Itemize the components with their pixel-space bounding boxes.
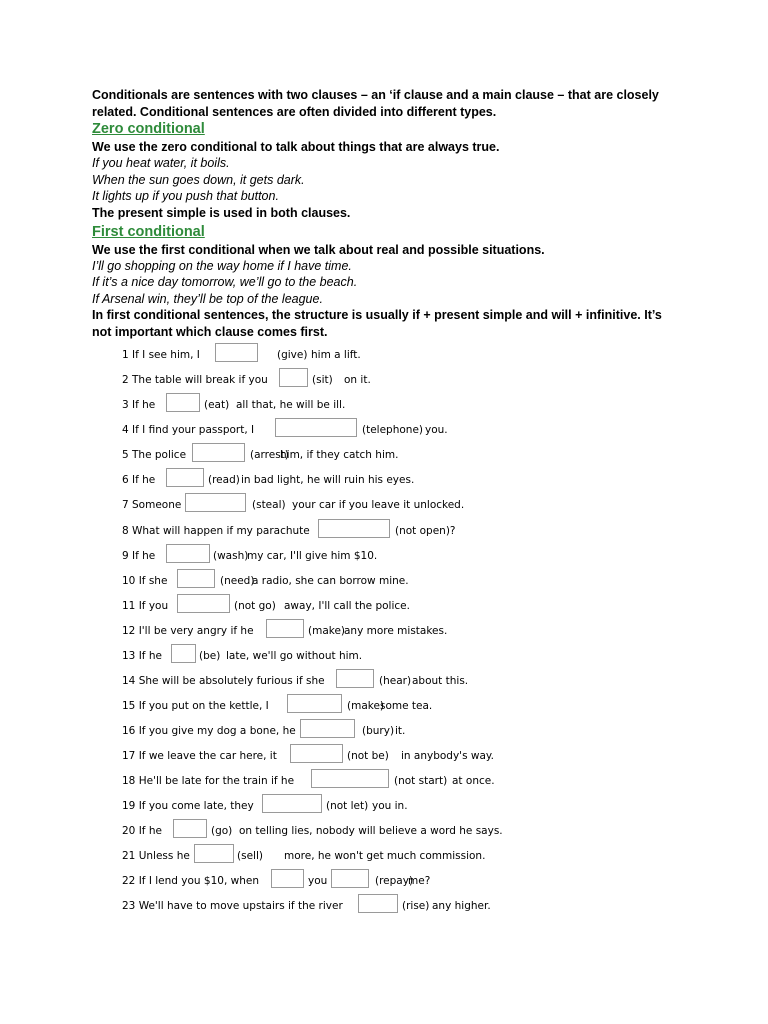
answer-input[interactable] [171,644,196,663]
answer-input[interactable] [300,719,355,738]
verb-hint: (not open)? [395,525,456,537]
exercise-item [122,392,722,412]
verb-hint: (not let) [326,800,369,812]
verb-hint: (make) [347,700,385,712]
answer-input[interactable] [287,694,342,713]
exercise-item [122,893,722,913]
zero-structure-text: The present simple is used in both clauses. [92,206,351,220]
first-use-bold: We use the first conditional [92,243,255,257]
verb-hint: (wash) [213,550,249,562]
answer-input[interactable] [318,519,390,538]
answer-input-2[interactable] [331,869,369,888]
exercise-continuation: some tea. [380,700,433,712]
zero-conditional-heading: Zero conditional [92,121,205,137]
exercise-prompt: 2 The table will break if you [122,374,268,386]
exercise-prompt: 7 Someone [122,499,182,511]
exercise-prompt: 13 If he [122,650,162,662]
exercise-continuation: him, if they catch him. [280,449,399,461]
answer-input[interactable] [275,418,357,437]
exercise-prompt: 11 If you [122,600,169,612]
exercise-continuation: me? [408,875,431,887]
exercise-prompt: 18 He'll be late for the train if he [122,775,295,787]
exercise-continuation: on it. [344,374,371,386]
verb-hint: (steal) [252,499,286,511]
verb-hint: (telephone) [362,424,424,436]
exercise-continuation: more, he won't get much commission. [284,850,486,862]
exercise-item [122,518,722,538]
answer-input[interactable] [177,569,215,588]
zero-use-text: We use the zero conditional to talk about things that are always true. [92,140,500,154]
exercise-continuation: any more mistakes. [344,625,448,637]
exercise-prompt: 16 If you give my dog a bone, he [122,725,296,737]
first-conditional-heading: First conditional [92,224,205,240]
exercise-item [122,492,722,512]
exercise-continuation: on telling lies, nobody will believe a word he says. [239,825,503,837]
first-example-1: I’ll go shopping on the way home if I have time. [92,259,352,273]
exercise-prompt: 22 If I lend you $10, when [122,875,260,887]
exercise-item [122,618,722,638]
exercise-continuation: away, I'll call the police. [284,600,410,612]
exercise-continuation: at once. [452,775,495,787]
exercise-item [122,868,722,888]
exercise-prompt: 3 If he [122,399,156,411]
exercise-continuation: any higher. [432,900,491,912]
exercise-continuation: in anybody's way. [401,750,494,762]
exercise-prompt: 17 If we leave the car here, it [122,750,277,762]
intro-paragraph: Conditionals are sentences with two clauses – an ‘if clause and a main clause – that are closely related. Conditional sentences are often divided into different types. [92,88,659,119]
answer-input[interactable] [185,493,246,512]
exercise-prompt: 6 If he [122,474,156,486]
verb-hint: (hear) [379,675,412,687]
exercise-prompt: 21 Unless he [122,850,190,862]
answer-input[interactable] [166,393,200,412]
answer-input[interactable] [262,794,322,813]
exercise-continuation: late, we'll go without him. [226,650,363,662]
zero-example-2: When the sun goes down, it gets dark. [92,173,305,187]
exercise-continuation: my car, I'll give him $10. [247,550,378,562]
exercise-continuation: him a lift. [311,349,361,361]
answer-input[interactable] [215,343,258,362]
exercise-prompt: 4 If I find your passport, I [122,424,255,436]
exercise-item [122,743,722,763]
exercise-prompt: 23 We'll have to move upstairs if the river [122,900,343,912]
verb-hint: (make) [308,625,346,637]
exercise-prompt: 14 She will be absolutely furious if she [122,675,325,687]
exercise-continuation: all that, he will be ill. [236,399,346,411]
exercise-continuation: it. [395,725,406,737]
exercise-item [122,693,722,713]
exercise-continuation: you. [425,424,448,436]
exercise-item [122,593,722,613]
first-example-3: If Arsenal win, they’ll be top of the league. [92,292,323,306]
answer-input[interactable] [271,869,304,888]
answer-input[interactable] [290,744,343,763]
exercise-prompt: 8 What will happen if my parachute [122,525,310,537]
answer-input[interactable] [177,594,230,613]
exercise-item [122,442,722,462]
exercise-item [122,467,722,487]
verb-hint: (give) [277,349,308,361]
verb-hint: (repay) [375,875,414,887]
answer-input[interactable] [166,468,204,487]
verb-hint: (go) [211,825,233,837]
answer-input[interactable] [279,368,308,387]
exercise-item [122,543,722,563]
zero-example-1: If you heat water, it boils. [92,156,230,170]
verb-hint: (eat) [204,399,230,411]
exercise-item [122,643,722,663]
exercise-continuation: a radio, she can borrow mine. [252,575,409,587]
exercise-continuation: your car if you leave it unlocked. [292,499,465,511]
verb-hint: (sit) [312,374,333,386]
exercise-prompt: 9 If he [122,550,156,562]
verb-hint: (not start) [394,775,448,787]
exercise-prompt: 1 If I see him, I [122,349,200,361]
verb-hint: (bury) [362,725,395,737]
exercise-item [122,818,722,838]
verb-hint: (read) [208,474,240,486]
exercise-item [122,342,722,362]
answer-input[interactable] [266,619,304,638]
answer-input[interactable] [336,669,374,688]
exercise-item [122,718,722,738]
verb-hint: (not go) [234,600,276,612]
exercise-continuation: about this. [412,675,469,687]
zero-example-3: It lights up if you push that button. [92,189,279,203]
exercise-prompt: 19 If you come late, they [122,800,254,812]
first-use-text [92,242,545,259]
exercise-mid-text: you [308,875,328,887]
answer-input[interactable] [166,544,210,563]
exercise-prompt: 12 I'll be very angry if he [122,625,254,637]
exercise-item [122,793,722,813]
verb-hint: (arrest) [250,449,289,461]
exercise-item [122,843,722,863]
exercise-prompt: 15 If you put on the kettle, I [122,700,269,712]
exercise-item [122,367,722,387]
answer-input[interactable] [173,819,207,838]
first-use-rest: when we talk about real and possible situations. [254,243,545,257]
verb-hint: (be) [199,650,221,662]
exercise-item [122,668,722,688]
exercise-item [122,568,722,588]
verb-hint: (sell) [237,850,263,862]
answer-input[interactable] [358,894,398,913]
answer-input[interactable] [192,443,245,462]
verb-hint: (not be) [347,750,389,762]
exercise-prompt: 5 The police [122,449,187,461]
exercise-item [122,768,722,788]
answer-input[interactable] [311,769,389,788]
first-structure-text: In first conditional sentences, the structure is usually if + present simple and will + infinitive. It’s not important which clause comes first. [92,308,662,339]
exercise-continuation: in bad light, he will ruin his eyes. [241,474,415,486]
exercise-item [122,417,722,437]
answer-input[interactable] [194,844,234,863]
verb-hint: (need) [220,575,255,587]
verb-hint: (rise) [402,900,430,912]
exercise-continuation: you in. [372,800,408,812]
exercise-prompt: 20 If he [122,825,162,837]
first-example-2: If it’s a nice day tomorrow, we’ll go to the beach. [92,275,358,289]
exercise-prompt: 10 If she [122,575,168,587]
